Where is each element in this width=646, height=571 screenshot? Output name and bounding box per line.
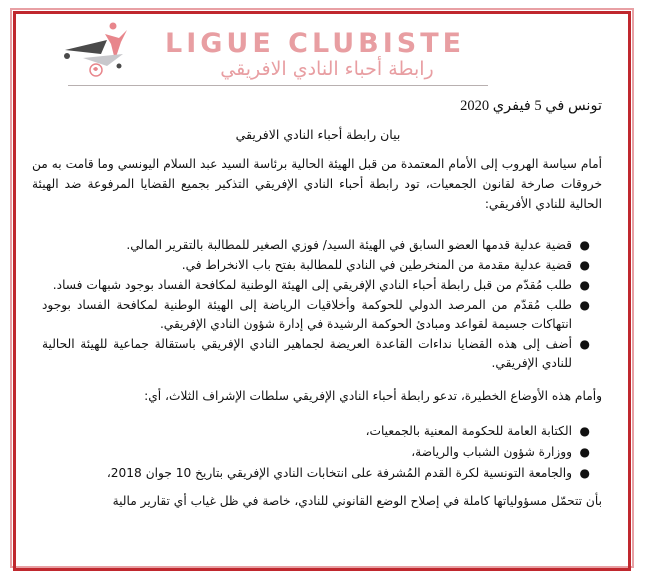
list-item	[42, 422, 590, 441]
cases-list	[42, 236, 590, 374]
authorities-list	[42, 422, 590, 485]
authority-text: والجامعة التونسية لكرة القدم المُشرفة على انتخابات النادي الإفريقي بتاريخ 10 جوان 2018،	[106, 466, 572, 480]
list-item	[42, 464, 590, 483]
authority-text: الكتابة العامة للحكومة المعنية بالجمعيات،	[365, 424, 572, 438]
bullet-icon: ●	[579, 298, 590, 312]
bullet-icon: ●	[579, 337, 590, 351]
brand-name-arabic: رابطة أحباء النادي الافريقي	[220, 58, 434, 80]
bullet-icon: ●	[579, 278, 590, 292]
case-text: قضية عدلية مقدمة من المنخرطين في النادي للمطالبة بفتح باب الانخراط في.	[181, 258, 572, 272]
document-title: بيان رابطة أحباء النادي الافريقي	[235, 127, 401, 142]
bullet-icon: ●	[579, 445, 590, 459]
list-item	[42, 236, 590, 255]
document-page	[18, 16, 626, 556]
list-item	[42, 335, 590, 373]
ligue-clubiste-logo-icon	[61, 20, 141, 82]
letterhead	[18, 16, 626, 88]
letterhead-divider	[68, 85, 488, 86]
bullet-icon: ●	[579, 238, 590, 252]
case-text: طلب مُقدّم من المرصد الدولي للحوكمة وأخلاقيات الرياضة إلى الهيئة الوطنية لمكافحة الفساد بوجود انتهاكات جسيمة لقواعد ومبادئ الحوكمة الرشيدة في إدارة شؤون النادي الإفريقي.	[42, 298, 572, 331]
authority-text: ووزارة شؤون الشباب والرياضة،	[411, 445, 572, 459]
brand-name-latin: LIGUE CLUBISTE	[165, 28, 466, 59]
call-paragraph: وأمام هذه الأوضاع الخطيرة، تدعو رابطة أحباء النادي الإفريقي سلطات الإشراف الثلاث، أي:	[144, 389, 602, 403]
case-text: طلب مُقدّم من قبل رابطة أحباء النادي الإفريقي إلى الهيئة الوطنية لمكافحة الفساد بوجود شبهات فساد.	[52, 278, 572, 292]
case-text: قضية عدلية قدمها العضو السابق في الهيئة السيد/ فوزي الصغير للمطالبة بالتقرير المالي.	[126, 238, 572, 252]
bullet-icon: ●	[579, 258, 590, 272]
closing-paragraph: بأن تتحمّل مسؤولياتها كاملة في إصلاح الوضع القانوني للنادي، خاصة في ظل غياب أي تقارير مالية	[112, 494, 602, 508]
bullet-icon: ●	[579, 466, 590, 480]
bullet-icon: ●	[579, 424, 590, 438]
intro-paragraph: أمام سياسة الهروب إلى الأمام المعتمدة من قبل الهيئة الحالية برئاسة السيد عبد السلام اليونسي وما قامت به من خروقات صارخة لقانون الجمعيات، تود رابطة أحباء النادي الإفريقي التذكير بجميع القضايا المرفوعة ضد الهيئة الحالية للنادي الأفريقي:	[32, 157, 602, 211]
date-line: تونس في 5 فيفري 2020	[460, 98, 602, 114]
list-item	[42, 296, 590, 334]
case-text: أضف إلى هذه القضايا نداءات القاعدة العريضة لجماهير النادي الإفريقي باستقالة جماعية للهيئة الحالية للنادي الإفريقي.	[42, 337, 572, 370]
list-item	[42, 256, 590, 275]
list-item	[42, 443, 590, 462]
list-item	[42, 276, 590, 295]
